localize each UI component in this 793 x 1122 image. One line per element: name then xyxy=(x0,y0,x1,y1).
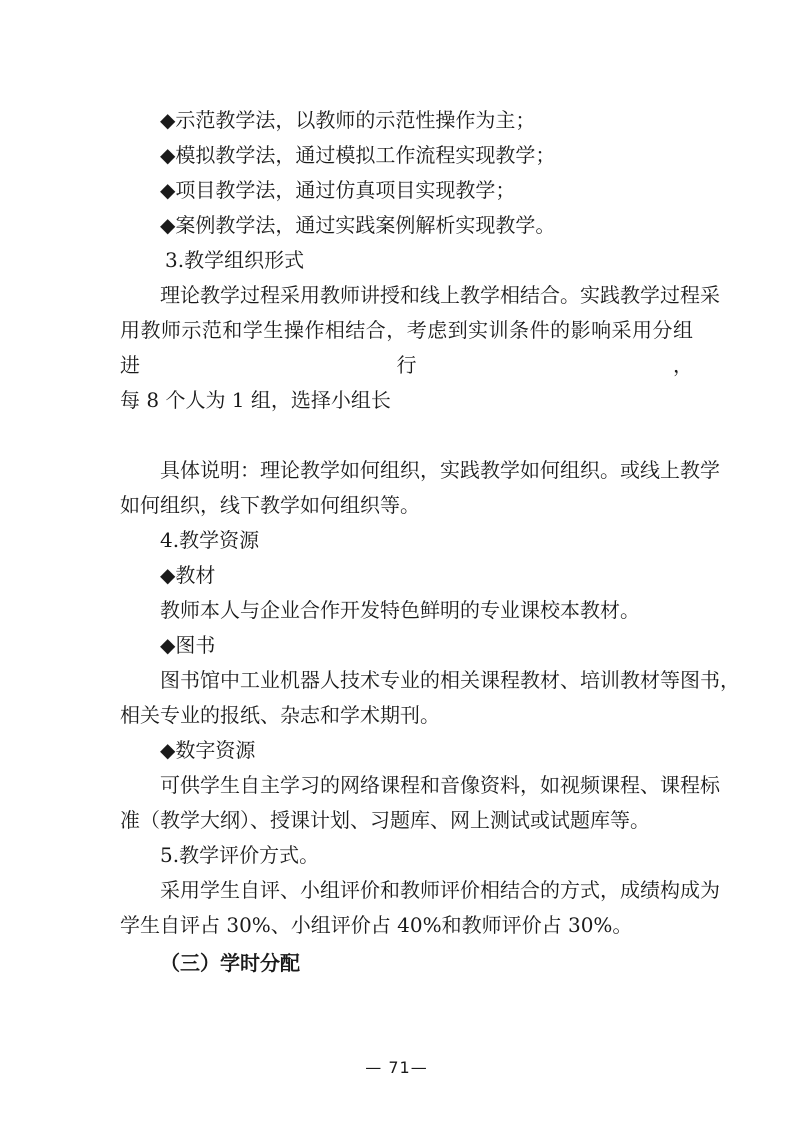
section-4-title: 4.教学资源 xyxy=(160,528,260,552)
section-5-title: 5.教学评价方式。 xyxy=(160,843,320,867)
method-case: ◆案例教学法，通过实践案例解析实现教学。 xyxy=(160,213,556,237)
books-heading: ◆图书 xyxy=(160,633,216,657)
textbook-text: 教师本人与企业合作开发特色鲜明的专业课校本教材。 xyxy=(160,598,640,622)
method-project: ◆项目教学法，通过仿真项目实现教学； xyxy=(160,178,516,202)
method-simulation: ◆模拟教学法，通过模拟工作流程实现教学； xyxy=(160,143,556,167)
section-3-para-line-3: 每 8 个人为 1 组，选择小组长 xyxy=(120,388,391,412)
section-5-line-2: 学生自评占 30%、小组评价占 40%和教师评价占 30%。 xyxy=(120,913,633,937)
digital-line-1: 可供学生自主学习的网络课程和音像资料，如视频课程、课程标 xyxy=(160,773,720,797)
method-demonstration: ◆示范教学法，以教师的示范性操作为主； xyxy=(160,108,536,132)
page-number: — 71— xyxy=(365,1058,428,1077)
section-5-line-1: 采用学生自评、小组评价和教师评价相结合的方式，成绩构成为 xyxy=(160,878,720,902)
section-3-note-line-1: 具体说明：理论教学如何组织，实践教学如何组织。或线上教学 xyxy=(160,458,720,482)
books-line-1: 图书馆中工业机器人技术专业的相关课程教材、培训教材等图书， xyxy=(160,668,740,692)
subsection-heading: （三）学时分配 xyxy=(160,951,300,975)
section-3-para-line-1: 理论教学过程采用教师讲授和线上教学相结合。实践教学过程采 xyxy=(160,283,720,307)
section-3-para-line-2: 用教师示范和学生操作相结合，考虑到实训条件的影响采用分组进行， xyxy=(120,318,693,377)
digital-heading: ◆数字资源 xyxy=(160,738,256,762)
books-line-2: 相关专业的报纸、杂志和学术期刊。 xyxy=(120,703,440,727)
section-3-title: 3.教学组织形式 xyxy=(165,248,305,272)
section-3-note-line-2: 如何组织，线下教学如何组织等。 xyxy=(120,493,420,517)
digital-line-2: 准（教学大纲）、授课计划、习题库、网上测试或试题库等。 xyxy=(120,808,650,832)
textbook-heading: ◆教材 xyxy=(160,563,216,587)
